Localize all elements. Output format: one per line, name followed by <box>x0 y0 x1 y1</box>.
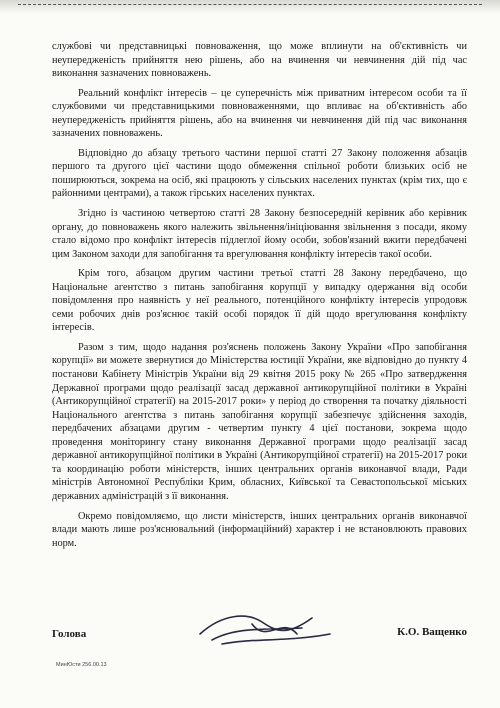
signer-name: К.О. Ващенко <box>397 626 467 638</box>
paragraph-4: Згідно із частиною четвертою статті 28 Закону безпосередній керівник або керівник органу, до повноважень якого належить звільнення/ініціювання звільнення з посади, якому стало відомо про конфлікт інтересів підлеглої йому особи, зобов'язаний вжити передбачені цим Законом заходи для запобігання та врегулювання конфлікту інтересів такої особи. <box>52 208 467 260</box>
handwritten-signature <box>192 604 342 654</box>
page-top-dashed-border <box>18 4 482 5</box>
paragraph-3: Відповідно до абзацу третього частини першої статті 27 Закону положення абзаців першого та другого цієї частини щодо обмеження спільної роботи близьких осіб не поширюються, зокрема на осіб, які працюють у сільських населених пунктах (крім тих, що є районними центрами), а також гірських населених пунктах. <box>52 147 467 200</box>
paragraph-2: Реальний конфлікт інтересів – це суперечність між приватним інтересом особи та її службовими чи представницькими повноваженнями, що впливає на об'єктивність або неупередженість прийняття рішень, або на вчинення чи невчинення дій під час виконання зазначених повноважень. <box>52 87 467 140</box>
document-footer-code: МинЮсти 256.00.13 <box>56 662 107 668</box>
signer-position: Голова <box>52 628 87 640</box>
signature-block <box>52 620 467 660</box>
paragraph-7: Окремо повідомляємо, що листи міністерств, інших центральних органів виконавчої влади мають лише роз'яснювальний (інформаційний) характер і не встановлюють правових норм. <box>52 510 467 549</box>
paragraph-6: Разом з тим, щодо надання роз'яснень положень Закону України «Про запобігання корупції» ви можете звернутися до Міністерства юстиції України, яке відповідно до пункту 4 постанови Кабінету Міністрів України від 29 квітня 2015 року № 265 «Про затвердження Державної програми щодо реалізації засад державної антикорупційної політики в Україні (Антикорупційної стратегії) на 2015-2017 роки» у період до створення та початку діяльності Національного агентства з питань запобігання корупції забезпечує здійснення заходів, передбачених абзацами другим - четвертим пункту 4 цієї постанови, зокрема щодо проведення моніторингу стану виконання Державної програми щодо реалізації засад державної антикорупційної політики в Україні (Антикорупційної стратегії) на 2015-2017 роки та координацію роботи міністерств, інших центральних органів виконавчої влади, Ради міністрів Автономної Республіки Крим, обласних, Київської та Севастопольської міських державних адміністрацій з її виконання. <box>52 341 467 502</box>
paragraph-5: Крім того, абзацом другим частини третьої статті 28 Закону передбачено, що Національне агентство з питань запобігання корупції у випадку одержання від особи повідомлення про наявність у неї реального, потенційного конфлікту інтересів упродовж семи робочих днів роз'яснює такій особі порядок її дій щодо врегулювання конфлікту інтересів. <box>52 268 467 334</box>
paragraph-1: службові чи представницькі повноваження, що може вплинути на об'єктивність чи неупередженість прийняття нею рішень, або на вчинення чи невчинення дій під час виконання зазначених повноважень. <box>52 41 467 80</box>
letter-body <box>52 40 467 556</box>
